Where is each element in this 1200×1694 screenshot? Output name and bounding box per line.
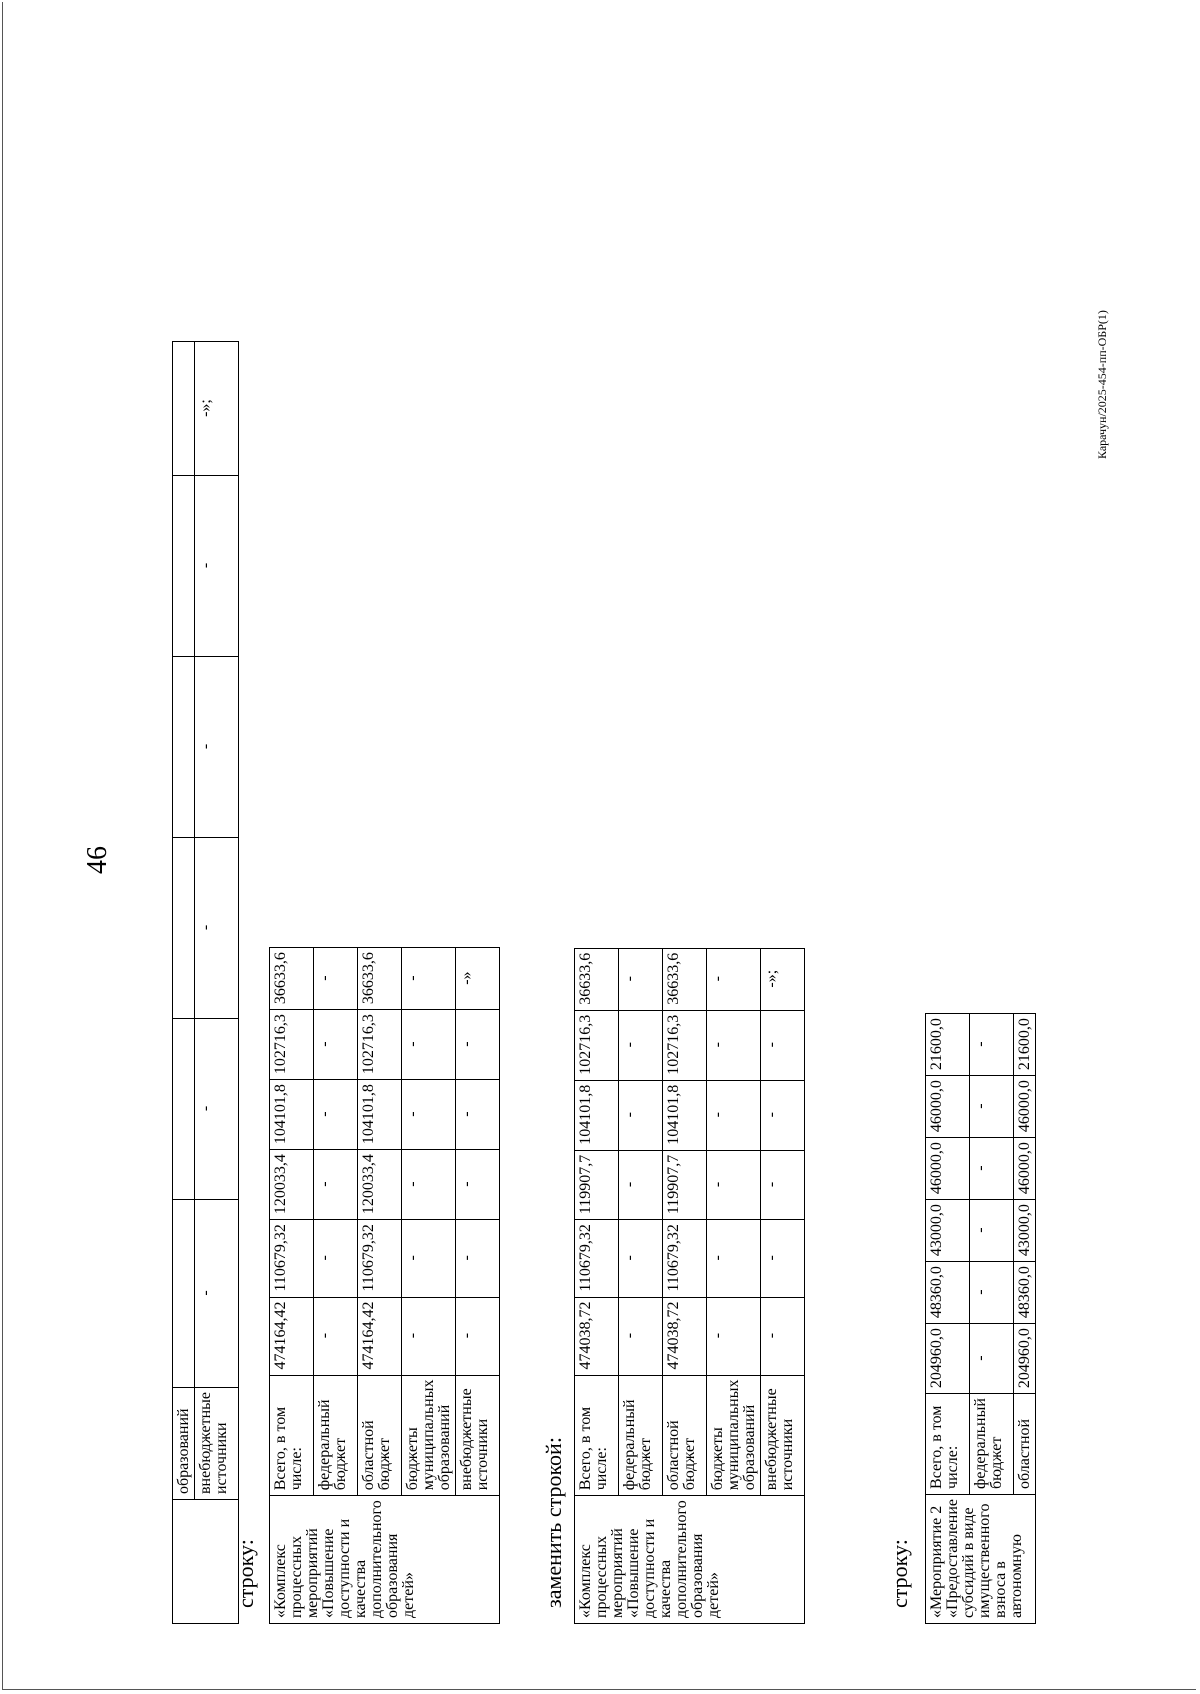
value-cell: -: [761, 1297, 805, 1375]
value-cell: 110679,32: [358, 1220, 402, 1297]
value-cell: 110679,32: [663, 1220, 707, 1297]
funding-source-cell: областной бюджет: [358, 1375, 402, 1496]
value-cell: -: [314, 1220, 358, 1297]
value-cell: -: [970, 1138, 1014, 1200]
funding-source-cell: бюджеты муниципальных образований: [707, 1375, 761, 1496]
value-cell: -: [707, 1150, 761, 1219]
value-cell: 48360,0: [926, 1262, 970, 1324]
value-cell: 120033,4: [358, 1150, 402, 1220]
value-cell: -: [402, 948, 456, 1010]
table-row: [270, 948, 314, 1624]
value-cell: -: [619, 948, 663, 1010]
value-cell: -: [402, 1010, 456, 1080]
value-cell: -: [619, 1150, 663, 1219]
funding-source-cell: областной: [1014, 1394, 1036, 1495]
value-cell: -: [402, 1297, 456, 1375]
value-cell: 36633,6: [358, 948, 402, 1010]
value-cell: 48360,0: [1014, 1262, 1036, 1324]
value-cell: -: [707, 1297, 761, 1375]
table-row: [575, 948, 619, 1623]
value-cell: 46000,0: [926, 1138, 970, 1200]
value-cell: 104101,8: [358, 1080, 402, 1150]
value-cell: 36633,6: [270, 948, 314, 1010]
value-cell: -: [970, 1014, 1014, 1076]
funding-source-cell: Всего, в том числе:: [926, 1394, 970, 1495]
value-cell: 21600,0: [1014, 1014, 1036, 1076]
value-cell: 46000,0: [1014, 1076, 1036, 1138]
value-cell: -: [314, 1297, 358, 1375]
empty-cell: [173, 1200, 195, 1388]
value-cell: -: [314, 1010, 358, 1080]
value-cell: -: [195, 1019, 239, 1200]
budget-table-replacement: [574, 948, 805, 1624]
value-cell: -: [761, 1150, 805, 1219]
value-cell: 474164,42: [270, 1297, 314, 1375]
funding-source-cell: внебюджетные источники: [761, 1375, 805, 1496]
value-cell: -: [761, 1080, 805, 1150]
value-cell: -: [970, 1076, 1014, 1138]
value-cell: -: [195, 1200, 239, 1388]
value-cell: 104101,8: [663, 1080, 707, 1150]
value-cell: -: [970, 1200, 1014, 1262]
funding-source-cell: областной бюджет: [663, 1375, 707, 1496]
value-cell: 46000,0: [926, 1076, 970, 1138]
page-number: 46: [82, 846, 113, 874]
value-cell: 104101,8: [575, 1080, 619, 1150]
funding-source-cell: федеральный бюджет: [314, 1375, 358, 1496]
funding-source-cell: Всего, в том числе:: [575, 1375, 619, 1496]
value-cell: -: [456, 1080, 500, 1150]
value-cell: -: [970, 1262, 1014, 1324]
value-cell: -»;: [761, 948, 805, 1010]
value-cell: 36633,6: [575, 948, 619, 1010]
value-cell: -: [619, 1297, 663, 1375]
table-row: [195, 342, 239, 1624]
value-cell: 102716,3: [663, 1010, 707, 1080]
funding-source-cell: федеральный бюджет: [970, 1394, 1014, 1495]
program-name-cell: «Комплекс процессных мероприятий «Повышение доступности и качества дополнительного образования детей»: [575, 1496, 805, 1624]
value-cell: 474164,42: [358, 1297, 402, 1375]
value-cell: -: [456, 1150, 500, 1220]
table-row: [173, 342, 195, 1624]
value-cell: 102716,3: [358, 1010, 402, 1080]
value-cell: -: [707, 1080, 761, 1150]
program-name-cell: «Комплекс процессных мероприятий «Повышение доступности и качества дополнительного образования детей»: [270, 1496, 500, 1624]
value-cell: -: [707, 1220, 761, 1297]
funding-source-cell: внебюджетные источники: [195, 1388, 239, 1500]
value-cell: 21600,0: [926, 1014, 970, 1076]
empty-cell: [173, 342, 195, 476]
empty-name-cell: [173, 1500, 239, 1624]
value-cell: -: [761, 1010, 805, 1080]
value-cell: -: [456, 1010, 500, 1080]
value-cell: -: [456, 1297, 500, 1375]
budget-table-original: [269, 947, 500, 1624]
section-label: строку:: [233, 1539, 258, 1608]
value-cell: 120033,4: [270, 1150, 314, 1220]
value-cell: -: [707, 1010, 761, 1080]
table-row: [926, 1014, 970, 1624]
section-label: заменить строкой:: [541, 1437, 566, 1608]
empty-cell: [173, 838, 195, 1019]
value-cell: 43000,0: [1014, 1200, 1036, 1262]
value-cell: 119907,7: [575, 1150, 619, 1219]
value-cell: -: [619, 1010, 663, 1080]
value-cell: -: [314, 948, 358, 1010]
document-code: Карачун/2025-454-пп-ОБР(1): [1095, 310, 1109, 459]
value-cell: 119907,7: [663, 1150, 707, 1219]
value-cell: 204960,0: [926, 1324, 970, 1394]
value-cell: 474038,72: [575, 1297, 619, 1375]
empty-cell: [173, 657, 195, 838]
value-cell: 474038,72: [663, 1297, 707, 1375]
value-cell: 104101,8: [270, 1080, 314, 1150]
value-cell: -: [970, 1324, 1014, 1394]
funding-source-cell: федеральный бюджет: [619, 1375, 663, 1496]
value-cell: -: [314, 1150, 358, 1220]
section-label: строку:: [887, 1539, 912, 1608]
empty-cell: [173, 476, 195, 657]
value-cell: -: [314, 1080, 358, 1150]
value-cell: 43000,0: [926, 1200, 970, 1262]
value-cell: 110679,32: [270, 1220, 314, 1297]
budget-table-event2: [925, 1013, 1036, 1624]
value-cell: 46000,0: [1014, 1138, 1036, 1200]
empty-cell: [173, 1019, 195, 1200]
value-cell: -: [402, 1150, 456, 1220]
value-cell: -: [761, 1220, 805, 1297]
value-cell: -: [195, 838, 239, 1019]
value-cell: 102716,3: [270, 1010, 314, 1080]
value-cell: 110679,32: [575, 1220, 619, 1297]
value-cell: -»;: [195, 342, 239, 476]
funding-source-cell: Всего, в том числе:: [270, 1375, 314, 1496]
value-cell: 204960,0: [1014, 1324, 1036, 1394]
value-cell: -»: [456, 948, 500, 1010]
value-cell: -: [707, 948, 761, 1010]
value-cell: -: [619, 1220, 663, 1297]
value-cell: -: [402, 1080, 456, 1150]
funding-source-cell: внебюджетные источники: [456, 1375, 500, 1496]
value-cell: -: [619, 1080, 663, 1150]
value-cell: 36633,6: [663, 948, 707, 1010]
value-cell: -: [195, 657, 239, 838]
value-cell: 102716,3: [575, 1010, 619, 1080]
continuation-table: [172, 341, 239, 1624]
funding-source-cell: бюджеты муниципальных образований: [402, 1375, 456, 1496]
value-cell: -: [402, 1220, 456, 1297]
funding-source-cell: образований: [173, 1388, 195, 1500]
value-cell: -: [195, 476, 239, 657]
value-cell: -: [456, 1220, 500, 1297]
program-name-cell: «Мероприятие 2 «Предоставление субсидий в виде имущественного взноса в автономную: [926, 1494, 1036, 1623]
